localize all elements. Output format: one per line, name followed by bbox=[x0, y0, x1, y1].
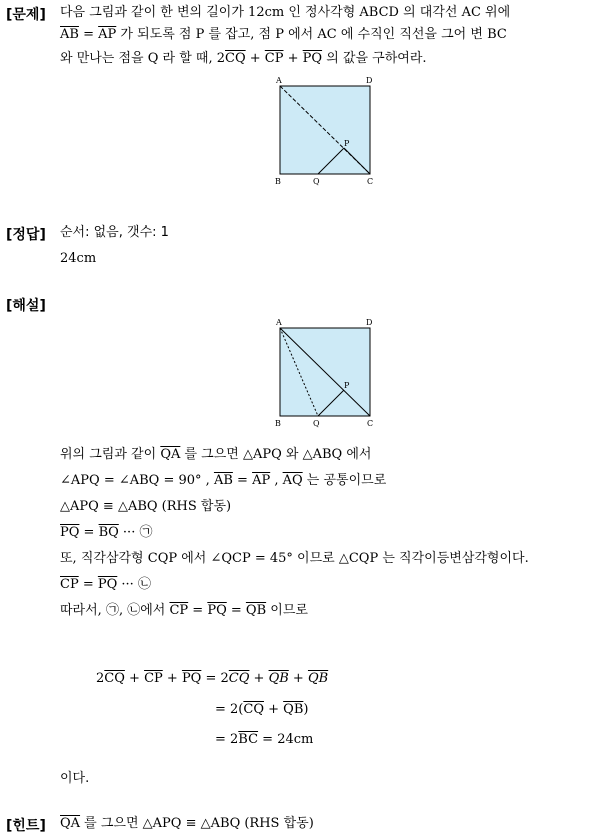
segment-cq: $\overline{CQ}$ bbox=[228, 671, 250, 686]
point-label-c: C bbox=[367, 177, 374, 186]
point-label-b: B bbox=[275, 419, 281, 428]
text: + bbox=[162, 671, 182, 686]
text: = 2 bbox=[215, 732, 239, 747]
text: + bbox=[288, 671, 308, 686]
explanation-line-2 bbox=[60, 472, 386, 490]
answer-label: [정답] bbox=[6, 227, 46, 243]
hint-label: [힌트] bbox=[6, 818, 46, 834]
text: = 24cm bbox=[258, 732, 314, 747]
text: = bbox=[188, 603, 208, 618]
point-label-a: A bbox=[276, 76, 282, 85]
explanation-label: [해설] bbox=[6, 298, 46, 314]
segment-qb: $\overline{QB}$ bbox=[283, 702, 304, 717]
text: ∠APQ = ∠ABQ = 90° , bbox=[60, 473, 214, 488]
segment-ap: $\overline{AP}$ bbox=[252, 473, 271, 488]
problem-line-2 bbox=[60, 26, 507, 44]
problem-line-3 bbox=[60, 50, 427, 68]
text: = bbox=[78, 577, 98, 592]
answer-value: 24cm bbox=[60, 251, 97, 266]
segment-ab: $\overline{AB}$ bbox=[213, 473, 233, 488]
answer-meta: 순서: 없음, 갯수: 1 bbox=[60, 225, 169, 240]
segment-qb: $\overline{QB}$ bbox=[268, 671, 289, 686]
text: = 2 bbox=[201, 671, 229, 686]
segment-cp: $\overline{CP}$ bbox=[264, 51, 284, 66]
explanation-line-1 bbox=[60, 446, 371, 464]
explanation-line-5: 또, 직각삼각형 CQP 에서 ∠QCP = 45° 이므로 △CQP 는 직각이등변삼각형이다. bbox=[60, 551, 529, 566]
problem-label: [문제] bbox=[6, 7, 46, 23]
text: + bbox=[263, 702, 284, 717]
segment-ap: $\overline{AP}$ bbox=[98, 27, 117, 42]
point-label-c: C bbox=[367, 419, 374, 428]
segment-qa: $\overline{QA}$ bbox=[160, 447, 181, 462]
text: + bbox=[249, 671, 269, 686]
text: 위의 그림과 같이 bbox=[60, 447, 161, 462]
text: 와 만나는 점을 Q 라 할 때, 2 bbox=[60, 51, 226, 66]
explanation-line-7 bbox=[60, 602, 308, 620]
segment-qb: $\overline{QB}$ bbox=[307, 671, 329, 686]
segment-cp: $\overline{CP}$ bbox=[169, 603, 189, 618]
text: 2 bbox=[96, 671, 105, 686]
segment-qa: $\overline{QA}$ bbox=[60, 816, 81, 831]
segment-cq: $\overline{CQ}$ bbox=[225, 51, 246, 66]
text: = 2( bbox=[215, 702, 244, 717]
explanation-line-3: △APQ ≡ △ABQ (RHS 합동) bbox=[60, 499, 232, 514]
segment-cp: $\overline{CP}$ bbox=[144, 671, 163, 686]
explanation-line-6 bbox=[60, 576, 151, 594]
text: 의 값을 구하여라. bbox=[322, 51, 427, 66]
text: + bbox=[283, 51, 303, 66]
text: 이므로 bbox=[266, 603, 308, 618]
text: 따라서, ㉠, ㉡에서 bbox=[60, 603, 170, 618]
segment-ab: $\overline{AB}$ bbox=[60, 27, 79, 42]
point-label-q: Q bbox=[313, 419, 320, 428]
segment-pq: $\overline{PQ}$ bbox=[302, 51, 323, 66]
text: + bbox=[124, 671, 145, 686]
segment-pq: $\overline{PQ}$ bbox=[97, 577, 118, 592]
point-label-a: A bbox=[276, 318, 282, 327]
problem-figure bbox=[268, 74, 384, 190]
text: = bbox=[232, 473, 253, 488]
point-label-p: P bbox=[344, 139, 350, 148]
equation-line-3 bbox=[215, 731, 313, 749]
text: 는 공통이므로 bbox=[302, 473, 387, 488]
text: , bbox=[270, 473, 283, 488]
segment-qb: $\overline{QB}$ bbox=[245, 603, 267, 618]
text: ) bbox=[303, 702, 309, 717]
text: 를 그으면 △APQ ≡ △ABQ (RHS 합동) bbox=[80, 816, 314, 831]
problem-line-1: 다음 그림과 같이 한 변의 길이가 12cm 인 정사각형 ABCD 의 대각선 AC 위에 bbox=[60, 5, 511, 20]
segment-bq: $\overline{BQ}$ bbox=[98, 525, 119, 540]
point-label-d: D bbox=[366, 76, 373, 85]
text: 를 그으면 △APQ 와 △ABQ 에서 bbox=[180, 447, 372, 462]
explanation-line-4 bbox=[60, 524, 152, 542]
hint-line bbox=[60, 815, 314, 833]
segment-aq: $\overline{AQ}$ bbox=[282, 473, 303, 488]
segment-cq: $\overline{CQ}$ bbox=[243, 702, 264, 717]
point-label-b: B bbox=[275, 177, 281, 186]
text: ··· ㉠ bbox=[118, 525, 153, 540]
text: = bbox=[226, 603, 246, 618]
text: ··· ㉡ bbox=[117, 577, 151, 592]
segment-bc: $\overline{BC}$ bbox=[238, 732, 259, 747]
segment-pq: $\overline{PQ}$ bbox=[60, 525, 80, 540]
equation-line-1 bbox=[96, 670, 328, 688]
point-label-d: D bbox=[366, 318, 373, 327]
segment-pq: $\overline{PQ}$ bbox=[181, 671, 202, 686]
equation-line-2 bbox=[215, 701, 308, 719]
explanation-figure bbox=[268, 314, 384, 430]
explanation-end: 이다. bbox=[60, 771, 90, 786]
text: 가 되도록 점 P 를 잡고, 점 P 에서 AC 에 수직인 직선을 그어 변 BC bbox=[116, 27, 507, 42]
segment-cq: $\overline{CQ}$ bbox=[104, 671, 125, 686]
segment-cp: $\overline{CP}$ bbox=[60, 577, 79, 592]
text: = bbox=[79, 525, 99, 540]
text: = bbox=[78, 27, 99, 42]
segment-pq: $\overline{PQ}$ bbox=[207, 603, 227, 618]
point-label-p: P bbox=[344, 381, 350, 390]
point-label-q: Q bbox=[313, 177, 320, 186]
text: + bbox=[245, 51, 265, 66]
